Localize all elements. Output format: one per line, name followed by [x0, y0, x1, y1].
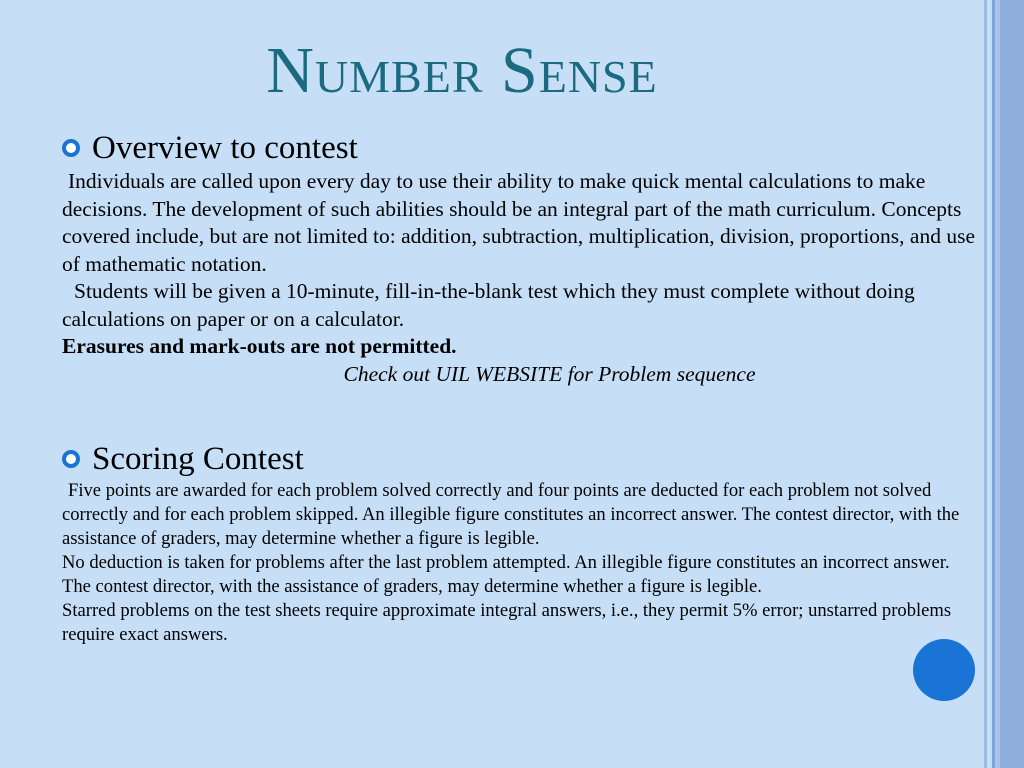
scoring-paragraph-2: No deduction is taken for problems after the last problem attempted. An illegible figure constitutes an incorrect answer. The contest director, with the assistance of graders, may determine whether a figure is legible. [62, 552, 950, 597]
section-scoring-heading: Scoring Contest [92, 441, 304, 477]
decorative-side-stripes [978, 0, 1024, 768]
section-overview-heading-row [62, 130, 358, 166]
decorative-circle [913, 639, 975, 701]
overview-paragraph-3: Erasures and mark-outs are not permitted. [62, 334, 457, 358]
section-overview-body [62, 168, 977, 388]
bullet-icon [62, 450, 80, 468]
overview-paragraph-2: Students will be given a 10-minute, fill-in-the-blank test which they must complete without doing calculations on paper or on a calculator. [62, 279, 915, 331]
overview-paragraph-4: Check out UIL WEBSITE for Problem sequence [343, 361, 756, 386]
scoring-paragraph-1: Five points are awarded for each problem solved correctly and four points are deducted for each problem not solved correctly and for each problem skipped. An illegible figure constitutes an incorrect answer. The contest director, with the assistance of graders, may determine whether a figure is legible. [62, 480, 960, 549]
slide-title: Number Sense [266, 34, 658, 107]
scoring-paragraph-3: Starred problems on the test sheets require approximate integral answers, i.e., they permit 5% error; unstarred problems require exact answers. [62, 600, 952, 645]
section-scoring-body [62, 479, 977, 647]
bullet-icon [62, 139, 80, 157]
overview-paragraph-1: Individuals are called upon every day to use their ability to make quick mental calculations to make decisions. The development of such abilities should be an integral part of the math curriculum. Concepts covered include, but are not limited to: addition, subtraction, multiplication, division, proportions, and use of mathematic notation. [62, 169, 975, 276]
section-scoring-heading-row [62, 441, 304, 477]
section-overview-heading: Overview to contest [92, 130, 358, 166]
